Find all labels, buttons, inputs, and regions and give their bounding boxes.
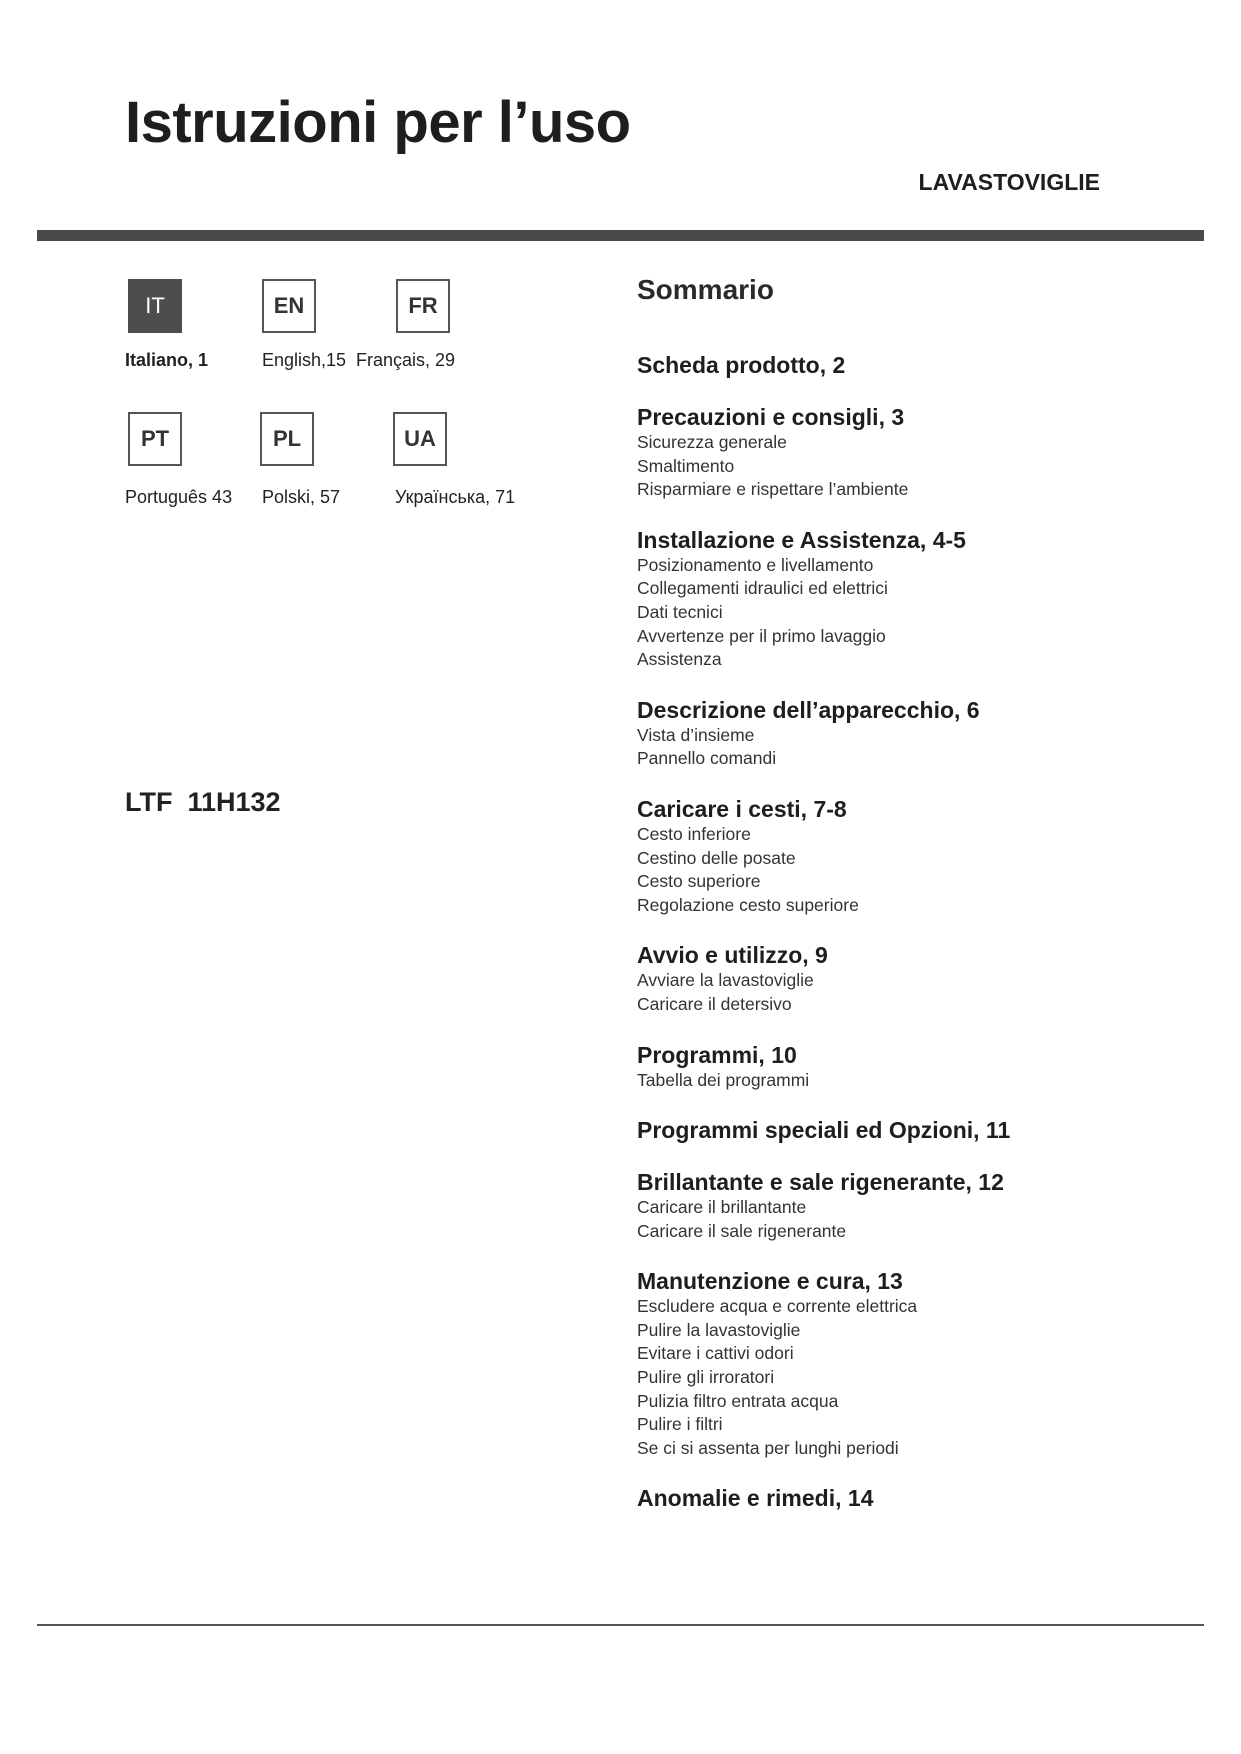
lang-label-ua[interactable]: Українська, 71 [395,487,516,507]
toc-subitem[interactable]: Pulire i filtri [637,1414,723,1435]
toc-heading[interactable]: Brillantante e sale rigenerante, 12 [637,1169,1004,1196]
lang-box-it[interactable]: IT [128,279,182,333]
toc-subitem[interactable]: Cesto superiore [637,871,761,892]
toc-subitem[interactable]: Dati tecnici [637,601,723,622]
toc-heading[interactable]: Avvio e utilizzo, 9 [637,942,828,969]
toc-subitem[interactable]: Caricare il detersivo [637,993,792,1014]
lang-box-pl[interactable]: PL [260,412,314,466]
toc-subitem[interactable]: Pulire gli irroratori [637,1367,775,1388]
toc-section [637,795,1197,917]
toc-subitem[interactable]: Tabella dei programmi [637,1069,810,1090]
toc-heading[interactable]: Scheda prodotto, 2 [637,352,846,378]
toc-section [637,696,1197,771]
toc-subitem[interactable]: Caricare il sale rigenerante [637,1220,847,1241]
toc-heading[interactable]: Manutenzione e cura, 13 [637,1268,903,1295]
toc-heading[interactable]: Installazione e Assistenza, 4-5 [637,526,966,553]
footer-divider [37,1624,1204,1626]
product-category: LAVASTOVIGLIE [918,169,1100,195]
toc-subitem[interactable]: Avviare la lavastoviglie [637,970,814,991]
toc-title: Sommario [637,274,774,305]
toc-heading[interactable]: Descrizione dell’apparecchio, 6 [637,696,980,723]
toc-subitem[interactable]: Risparmiare e rispettare l’ambiente [637,479,909,500]
table-of-contents [637,272,1197,1536]
toc-subitem[interactable]: Smaltimento [637,455,735,476]
toc-subitem[interactable]: Evitare i cattivi odori [637,1343,794,1364]
toc-subitem[interactable]: Vista d’insieme [637,724,755,745]
toc-section [637,351,1197,379]
toc-subitem[interactable]: Caricare il brillantante [637,1197,807,1218]
toc-subitem[interactable]: Se ci si assenta per lunghi periodi [637,1437,899,1458]
toc-section [637,1267,1197,1460]
page-title: Istruzioni per l’uso [125,90,631,155]
toc-subitem[interactable]: Collegamenti idraulici ed elettrici [637,578,888,599]
lang-box-en[interactable]: EN [262,279,316,333]
toc-heading[interactable]: Caricare i cesti, 7-8 [637,795,847,822]
toc-section [637,403,1197,502]
lang-box-pt[interactable]: PT [128,412,182,466]
toc-subitem[interactable]: Pannello comandi [637,748,777,769]
toc-subitem[interactable]: Pulizia filtro entrata acqua [637,1390,839,1411]
lang-label-pt[interactable]: Português 43 [125,487,233,507]
lang-box-fr[interactable]: FR [396,279,450,333]
toc-subitem[interactable]: Assistenza [637,649,722,670]
toc-subitem[interactable]: Escludere acqua e corrente elettrica [637,1296,918,1317]
toc-sections [637,351,1197,1512]
toc-section [637,941,1197,1016]
toc-subitem[interactable]: Avvertenze per il primo lavaggio [637,625,886,646]
lang-label-en[interactable]: English,15 [262,350,347,370]
toc-subitem[interactable]: Cestino delle posate [637,847,796,868]
toc-subitem[interactable]: Sicurezza generale [637,432,787,452]
toc-section [637,1484,1197,1512]
toc-heading[interactable]: Precauzioni e consigli, 3 [637,404,905,430]
lang-box-ua[interactable]: UA [393,412,447,466]
toc-section [637,1168,1197,1243]
toc-heading[interactable]: Programmi, 10 [637,1041,797,1068]
toc-subitem[interactable]: Posizionamento e livellamento [637,554,874,575]
toc-heading[interactable]: Anomalie e rimedi, 14 [637,1485,874,1512]
toc-subitem[interactable]: Cesto inferiore [637,823,751,844]
lang-label-pl[interactable]: Polski, 57 [262,487,341,507]
toc-section [637,526,1197,672]
toc-heading[interactable]: Programmi speciali ed Opzioni, 11 [637,1117,1011,1144]
lang-label-fr[interactable]: Français, 29 [356,350,456,370]
toc-section [637,1041,1197,1093]
model-number: LTF 11H132 [125,787,281,817]
lang-label-it[interactable]: Italiano, 1 [125,350,209,370]
header-divider [37,230,1204,241]
toc-subitem[interactable]: Pulire la lavastoviglie [637,1319,801,1340]
toc-section [637,1116,1197,1144]
toc-subitem[interactable]: Regolazione cesto superiore [637,894,859,915]
